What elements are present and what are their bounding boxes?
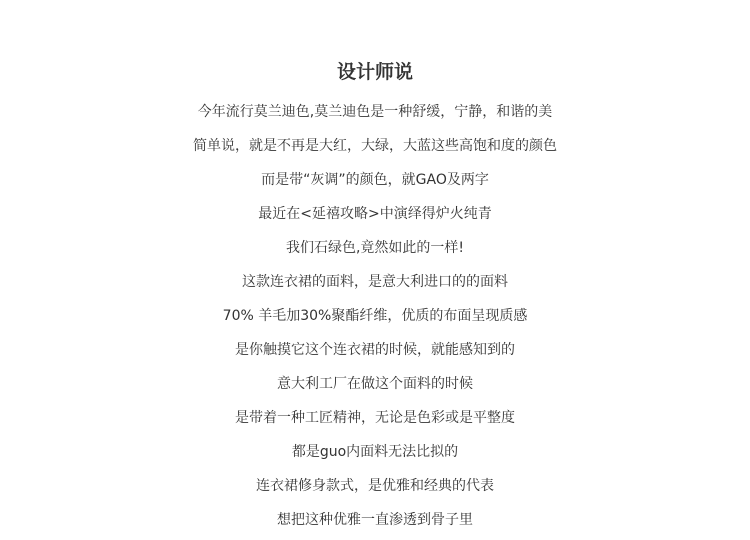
description-line: 是带着一种工匠精神，无论是色彩或是平整度 xyxy=(235,410,515,426)
description-line: 我们石绿色,竟然如此的一样! xyxy=(285,240,465,256)
description-line: 最近在<延禧攻略>中演绎得炉火纯青 xyxy=(258,206,492,222)
description-line: 简单说，就是不再是大红，大绿，大蓝这些高饱和度的颜色 xyxy=(193,138,557,154)
description-line: 70% 羊毛加30%聚酯纤维，优质的布面呈现质感 xyxy=(222,308,528,324)
description-line: 想把这种优雅一直渗透到骨子里 xyxy=(277,512,473,528)
description-line: 而是带“灰调”的颜色，就GAO及两字 xyxy=(261,172,489,188)
description-line: 今年流行莫兰迪色,莫兰迪色是一种舒缓，宁静，和谐的美 xyxy=(197,104,553,120)
description-line: 是你触摸它这个连衣裙的时候，就能感知到的 xyxy=(235,342,515,358)
description-line: 连衣裙修身款式，是优雅和经典的代表 xyxy=(256,478,494,494)
description-line: 意大利工厂在做这个面料的时候 xyxy=(277,376,473,392)
description-line: 这款连衣裙的面料，是意大利进口的的面料 xyxy=(242,274,508,290)
description-line: 都是guo内面料无法比拟的 xyxy=(291,444,459,460)
section-title: 设计师说 xyxy=(336,61,413,83)
description-text-block xyxy=(0,98,750,540)
